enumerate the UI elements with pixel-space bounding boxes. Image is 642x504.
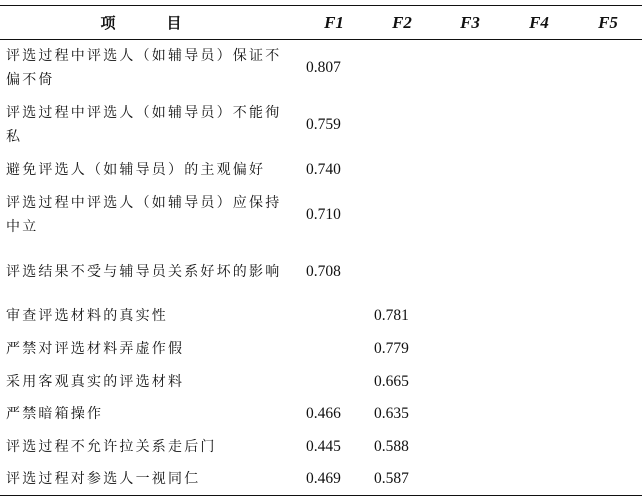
row-f1-value: 0.740	[306, 160, 341, 178]
row-f5-value	[574, 40, 642, 97]
row-f1-value: 0.710	[306, 205, 341, 223]
row-item-label: 审查评选材料的真实性	[6, 308, 168, 325]
row-item-label: 严禁暗箱操作	[6, 406, 104, 423]
row-f3-value	[436, 300, 504, 333]
row-f2-value	[368, 97, 436, 154]
header-f3: F3	[460, 12, 480, 32]
row-f3-value	[436, 430, 504, 463]
row-f2-value	[368, 40, 436, 97]
row-f4-value	[504, 333, 574, 366]
row-f1-value: 0.759	[306, 116, 341, 133]
row-f1-value: 0.445	[306, 437, 341, 455]
row-f1-value: 0.466	[306, 405, 341, 423]
row-item-label: 评选过程对参选人一视同仁	[6, 471, 201, 488]
row-f5-value	[574, 398, 642, 431]
row-item-label: 评选过程中评选人（如辅导员）不能徇私	[6, 105, 282, 145]
row-f3-value	[436, 398, 504, 431]
row-f5-value	[574, 97, 642, 154]
row-f4-value	[504, 186, 574, 243]
table-row	[0, 463, 642, 496]
row-f3-value	[436, 333, 504, 366]
table-row	[0, 40, 642, 97]
factor-loading-table	[0, 5, 642, 496]
row-f5-value	[574, 463, 642, 496]
row-f3-value	[436, 154, 504, 187]
row-f2-value: 0.665	[374, 372, 409, 390]
row-f2-value: 0.588	[374, 437, 409, 455]
table-row	[0, 154, 642, 187]
row-f1-value: 0.708	[306, 262, 341, 280]
row-f3-value	[436, 186, 504, 243]
row-f2-value: 0.635	[374, 405, 409, 423]
header-f2: F2	[392, 12, 412, 32]
row-f5-value	[574, 186, 642, 243]
row-f1-value: 0.469	[306, 470, 341, 488]
table-row	[0, 365, 642, 398]
row-f2-value	[368, 243, 436, 300]
row-f2-value: 0.781	[374, 307, 409, 325]
row-item-label: 评选过程中评选人（如辅导员）保证不偏不倚	[6, 48, 282, 89]
row-f1-value	[300, 365, 368, 398]
row-f4-value	[504, 300, 574, 333]
row-f4-value	[504, 365, 574, 398]
row-f2-value: 0.587	[374, 470, 409, 488]
row-f2-value: 0.779	[374, 339, 409, 357]
table-row	[0, 430, 642, 463]
row-f4-value	[504, 430, 574, 463]
table-row	[0, 186, 642, 243]
row-item-label: 评选过程中评选人（如辅导员）应保持中立	[6, 194, 282, 235]
header-item: 项 目	[100, 14, 200, 32]
row-f1-value: 0.807	[306, 59, 341, 77]
row-f3-value	[436, 365, 504, 398]
row-f5-value	[574, 365, 642, 398]
header-f5: F5	[598, 12, 618, 32]
row-f5-value	[574, 333, 642, 366]
row-f4-value	[504, 463, 574, 496]
row-item-label: 评选过程不允许拉关系走后门	[6, 438, 217, 455]
table-row	[0, 333, 642, 366]
row-f4-value	[504, 398, 574, 431]
row-f5-value	[574, 300, 642, 333]
row-f4-value	[504, 40, 574, 97]
row-item-label: 采用客观真实的评选材料	[6, 373, 185, 390]
row-f2-value	[368, 154, 436, 187]
row-f5-value	[574, 243, 642, 300]
header-f4: F4	[529, 12, 549, 32]
row-f4-value	[504, 154, 574, 187]
row-f1-value	[300, 333, 368, 366]
row-f3-value	[436, 243, 504, 300]
row-f2-value	[368, 186, 436, 243]
row-f4-value	[504, 243, 574, 300]
row-f1-value	[300, 300, 368, 333]
row-f3-value	[436, 40, 504, 97]
row-f4-value	[504, 97, 574, 154]
row-f3-value	[436, 463, 504, 496]
table-row	[0, 300, 642, 333]
table-row	[0, 398, 642, 431]
row-item-label: 评选结果不受与辅导员关系好坏的影响	[6, 263, 282, 280]
row-f5-value	[574, 430, 642, 463]
row-item-label: 避免评选人（如辅导员）的主观偏好	[6, 161, 266, 178]
row-f3-value	[436, 97, 504, 154]
row-item-label: 严禁对评选材料弄虚作假	[6, 340, 185, 357]
header-row	[0, 6, 642, 40]
table-row	[0, 243, 642, 300]
header-f1: F1	[324, 12, 344, 32]
table-row	[0, 97, 642, 154]
row-f5-value	[574, 154, 642, 187]
